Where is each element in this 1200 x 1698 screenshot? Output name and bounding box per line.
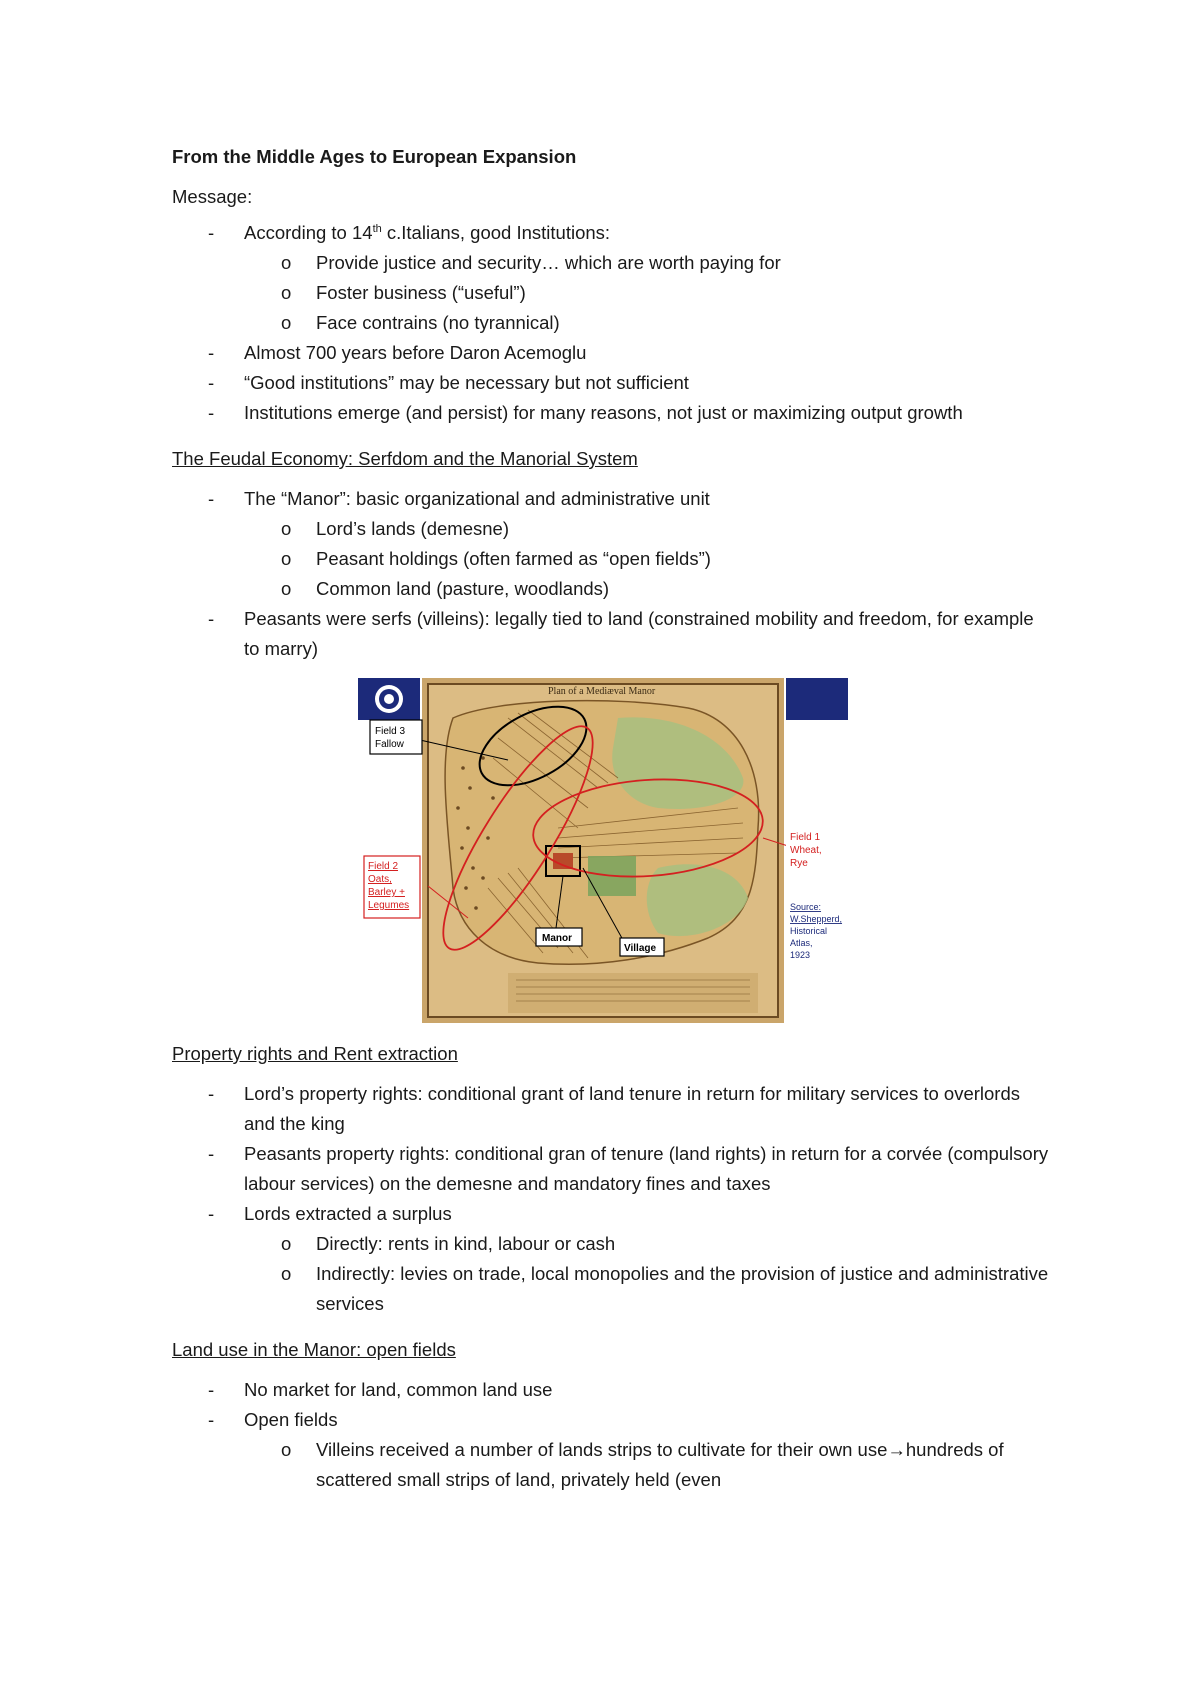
circle-bullet: o xyxy=(281,1233,292,1254)
circle-bullet: o xyxy=(281,282,292,303)
list-item-text: “Good institutions” may be necessary but not sufficient xyxy=(244,372,689,393)
list-item xyxy=(172,1199,1052,1319)
sub-list-item-text: Lord’s lands (demesne) xyxy=(316,518,509,539)
field2-crop-oats: Oats, xyxy=(368,874,392,885)
sub-list-item xyxy=(172,248,1052,278)
feudal-heading: The Feudal Economy: Serfdom and the Manorial System xyxy=(172,448,638,469)
list-item-text: Institutions emerge (and persist) for many reasons, not just or maximizing output growth xyxy=(244,402,963,423)
dash-bullet: - xyxy=(208,342,215,363)
dash-bullet: - xyxy=(208,488,215,509)
sub-list-item-text: Villeins received a number of lands strips to cultivate for their own use→hundreds of scattered small strips of land, privately held (even xyxy=(316,1439,1004,1490)
circle-bullet: o xyxy=(281,1439,292,1460)
document-body xyxy=(172,144,1052,1495)
field1-crop-wheat: Wheat, xyxy=(790,845,822,856)
list-item-text: No market for land, common land use xyxy=(244,1379,553,1400)
sub-list-item xyxy=(172,514,1052,544)
field1-label: Field 1 xyxy=(790,832,821,843)
sub-list-item xyxy=(172,1229,1052,1259)
field1-crop-rye: Rye xyxy=(790,858,808,869)
circle-bullet: o xyxy=(281,252,292,273)
list-item xyxy=(172,484,1052,604)
property-list xyxy=(172,1079,1052,1319)
dash-bullet: - xyxy=(208,608,215,629)
manor-map-figure xyxy=(358,678,848,1023)
field2-crop-legumes: Legumes xyxy=(368,900,410,911)
circle-bullet: o xyxy=(281,312,292,333)
list-item xyxy=(172,1405,1052,1495)
landuse-heading: Land use in the Manor: open fields xyxy=(172,1339,456,1360)
sub-list-item-text: Foster business (“useful”) xyxy=(316,282,526,303)
sub-list-item xyxy=(172,308,1052,338)
village-label: Village xyxy=(624,943,657,954)
sub-list-item xyxy=(172,1259,1052,1319)
dash-bullet: - xyxy=(208,1203,215,1224)
field3-crop: Fallow xyxy=(375,739,404,750)
manor-label: Manor xyxy=(542,933,572,944)
dash-bullet: - xyxy=(208,1083,215,1104)
sub-list-item-text: Peasant holdings (often farmed as “open fields”) xyxy=(316,548,711,569)
sub-list-item-text: Provide justice and security… which are worth paying for xyxy=(316,252,781,273)
message-list xyxy=(172,218,1052,428)
list-item-text: Lord’s property rights: conditional grant of land tenure in return for military services to overlords and the king xyxy=(244,1083,1020,1134)
dash-bullet: - xyxy=(208,1409,215,1430)
sub-list-item-text: Face contrains (no tyrannical) xyxy=(316,312,560,333)
list-item xyxy=(172,1375,1052,1405)
list-item-text: Lords extracted a surplus xyxy=(244,1203,452,1224)
list-item xyxy=(172,398,1052,428)
document-title: From the Middle Ages to European Expansion xyxy=(172,146,577,167)
circle-bullet: o xyxy=(281,578,292,599)
source-title-2: Atlas, xyxy=(790,938,813,948)
sub-list-item xyxy=(172,544,1052,574)
source-title-1: Historical xyxy=(790,926,828,936)
circle-bullet: o xyxy=(281,548,292,569)
feudal-list xyxy=(172,484,1052,664)
right-bar xyxy=(786,678,848,720)
list-item xyxy=(172,338,1052,368)
source-author: W.Shepperd, xyxy=(790,914,843,924)
source-year: 1923 xyxy=(790,950,811,960)
sub-list-item xyxy=(172,278,1052,308)
list-item-text: Open fields xyxy=(244,1409,338,1430)
list-item xyxy=(172,1139,1052,1199)
sub-list-item xyxy=(172,574,1052,604)
circle-bullet: o xyxy=(281,1263,292,1284)
message-label: Message: xyxy=(172,186,253,207)
list-item-text: The “Manor”: basic organizational and administrative unit xyxy=(244,488,710,509)
list-item xyxy=(172,218,1052,338)
list-item xyxy=(172,368,1052,398)
dash-bullet: - xyxy=(208,222,215,243)
dash-bullet: - xyxy=(208,372,215,393)
list-item-text: Peasants property rights: conditional gran of tenure (land rights) in return for a corvée (compulsory labour services) on the demesne and mandatory fines and taxes xyxy=(244,1143,1049,1194)
list-item-text: Peasants were serfs (villeins): legally tied to land (constrained mobility and freedom, for example to marry) xyxy=(244,608,1034,659)
sub-list-item-text: Directly: rents in kind, labour or cash xyxy=(316,1233,616,1254)
dash-bullet: - xyxy=(208,402,215,423)
field3-label: Field 3 xyxy=(375,726,406,737)
sub-list-item-text: Indirectly: levies on trade, local monopolies and the provision of justice and administrative services xyxy=(316,1263,1049,1314)
sub-list-item xyxy=(172,1435,1052,1495)
list-item xyxy=(172,604,1052,664)
source-label: Source: xyxy=(790,902,822,912)
list-item-text: According to 14th c.Italians, good Institutions: xyxy=(244,222,611,243)
field2-label: Field 2 xyxy=(368,861,399,872)
sub-list-item-text: Common land (pasture, woodlands) xyxy=(316,578,610,599)
list-item xyxy=(172,1079,1052,1139)
list-item-text: Almost 700 years before Daron Acemoglu xyxy=(244,342,587,363)
dash-bullet: - xyxy=(208,1379,215,1400)
landuse-list xyxy=(172,1375,1052,1495)
field2-crop-barley: Barley + xyxy=(368,887,405,898)
property-heading: Property rights and Rent extraction xyxy=(172,1043,458,1064)
dash-bullet: - xyxy=(208,1143,215,1164)
manor-map-image xyxy=(358,678,848,1023)
map-title: Plan of a Mediæval Manor xyxy=(548,686,656,697)
circle-bullet: o xyxy=(281,518,292,539)
